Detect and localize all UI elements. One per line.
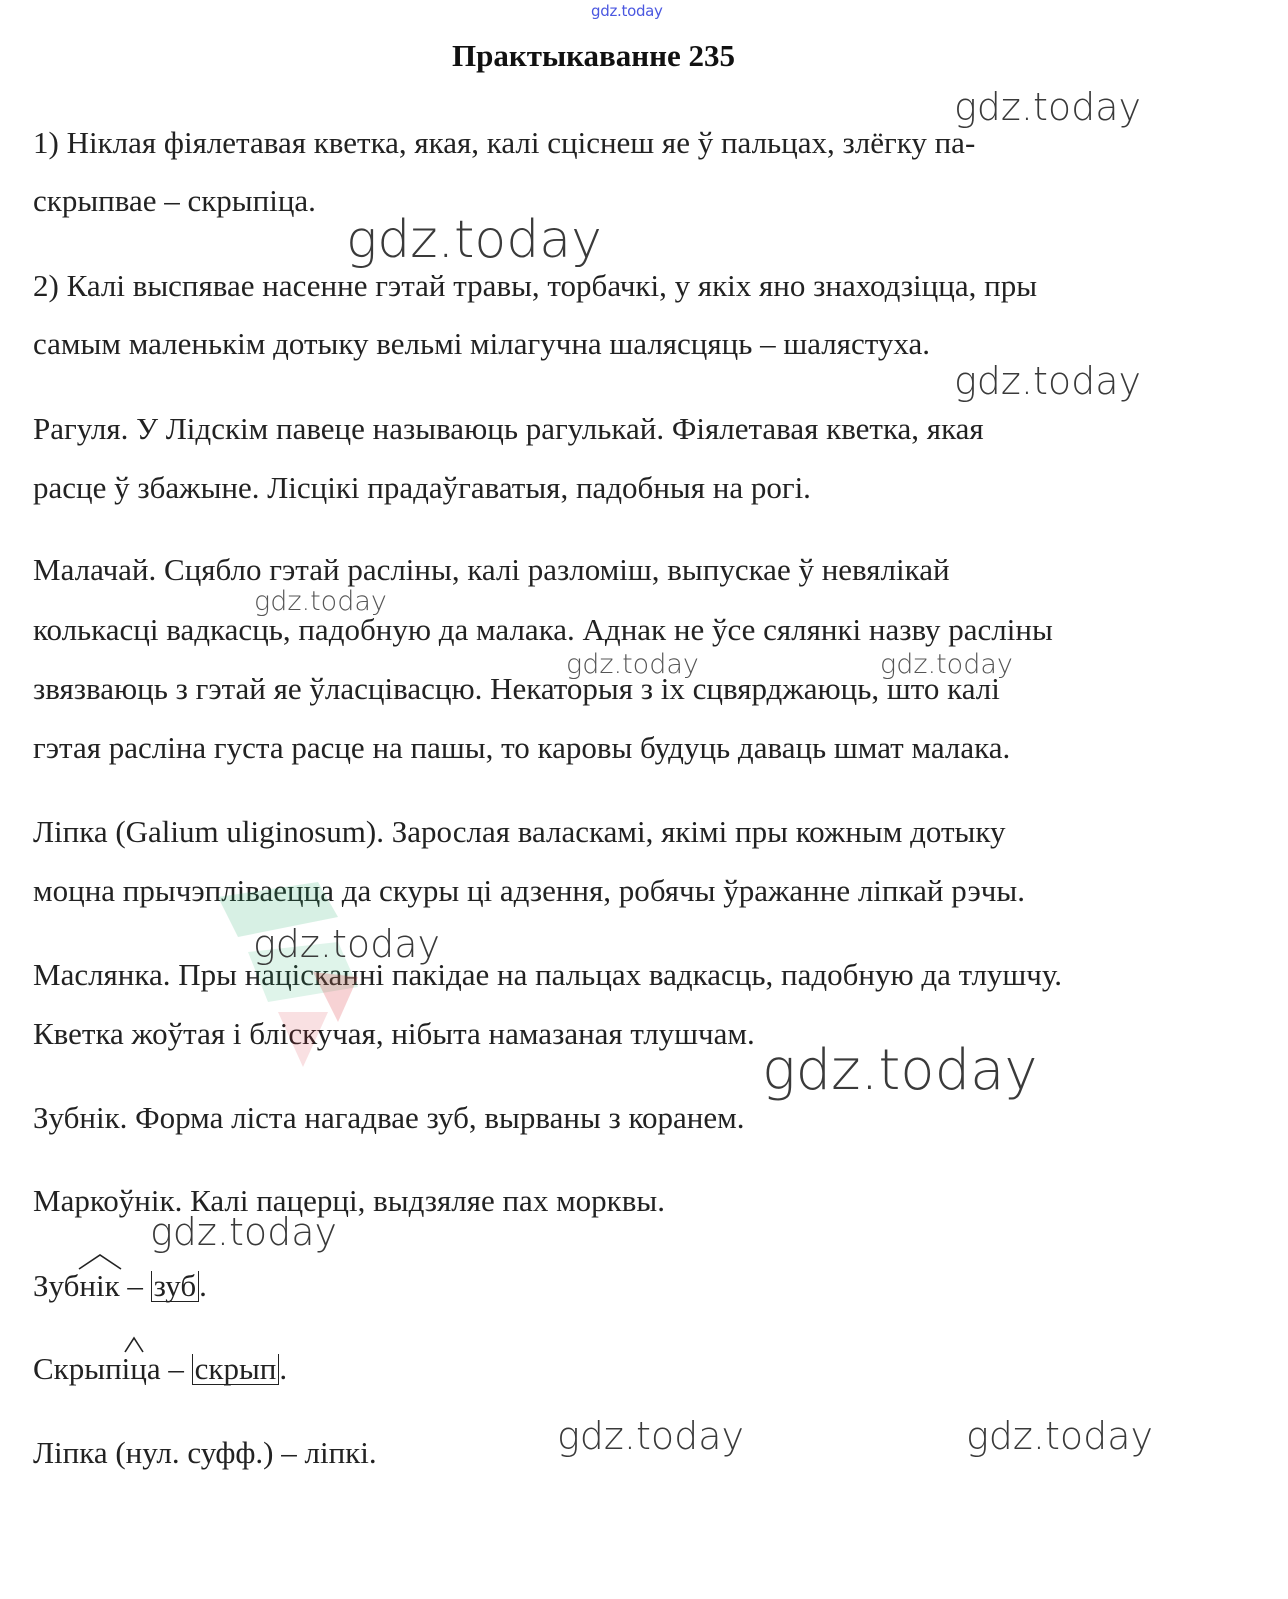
paragraph-6-line-1: Маслянка. Пры націсканні пакідае на пальцах вадкасць, падобную да тлушчу.	[33, 957, 1063, 992]
paragraph-3-line-1: Рагуля. У Лідскім павеце называюць рагулькай. Фіялетавая кветка, якая	[33, 411, 984, 446]
paragraph-3-line-2: расце ў збажыне. Лісцікі прадаўгаватыя, падобныя на рогі.	[33, 470, 811, 505]
analysis-zubnik	[33, 1270, 207, 1302]
watermark-1: gdz.today	[954, 85, 1141, 129]
paragraph-4-line-3: звязваюць з гэтай яе ўласцівасцю. Некаторыя з іх сцвярджаюць, што калі	[33, 671, 1000, 706]
analysis-skrypica-suffix: іц	[122, 1353, 147, 1384]
analysis-lipka: Ліпка (нул. суфф.) – ліпкі.	[33, 1435, 377, 1470]
analysis-skrypica-ending: а	[146, 1351, 161, 1386]
analysis-zubnik-root: зуб	[151, 1271, 199, 1302]
analysis-skrypica-dash: –	[160, 1351, 192, 1386]
watermark-2: gdz.today	[346, 210, 602, 270]
paragraph-2-line-1: 2) Калі выспявае насенне гэтай травы, торбачкі, у якіх яно знаходзіцца, пры	[33, 268, 1038, 303]
watermark-4: gdz.today	[254, 586, 387, 617]
paragraph-8: Маркоўнік. Калі пацерці, выдзяляе пах морквы.	[33, 1183, 665, 1218]
watermark-3: gdz.today	[954, 359, 1141, 403]
watermark-6: gdz.today	[880, 649, 1013, 680]
analysis-zubnik-end: .	[199, 1268, 207, 1303]
paragraph-4-line-4: гэтая расліна густа расце на пашы, то каровы будуць даваць шмат малака.	[33, 730, 1011, 765]
watermark-9: gdz.today	[150, 1210, 337, 1254]
analysis-skrypica-stem: Скрып	[33, 1351, 122, 1386]
paragraph-4-line-2: колькасці вадкасць, падобную да малака. Аднак не ўсе сялянкі назву расліны	[33, 612, 1053, 647]
page-title: Практыкаванне 235	[452, 38, 736, 73]
suffix-arc-icon	[77, 1252, 123, 1270]
paragraph-1-line-2: скрыпвае – скрыпіца.	[33, 183, 316, 218]
paragraph-2-line-2: самым маленькім дотыку вельмі мілагучна шалясцяць – шалястуха.	[33, 326, 931, 361]
watermark-11: gdz.today	[966, 1414, 1153, 1458]
watermark-10: gdz.today	[557, 1414, 744, 1458]
paragraph-5-line-2: моцна прычэпліваецца да скуры ці адзення, робячы ўражанне ліпкай рэчы.	[33, 873, 1025, 908]
suffix-arc-icon	[123, 1335, 145, 1353]
site-mark-top: gdz.today	[591, 2, 663, 20]
analysis-zubnik-suffix: нік	[79, 1270, 119, 1301]
watermark-5: gdz.today	[566, 649, 699, 680]
analysis-zubnik-stem: Зуб	[33, 1268, 80, 1303]
paragraph-7: Зубнік. Форма ліста нагадвае зуб, вырваны з коранем.	[33, 1100, 745, 1135]
analysis-skrypica-root: скрып	[192, 1354, 280, 1385]
paragraph-5-line-1: Ліпка (Galium uliginosum). Зарослая валаскамі, якімі пры кожным дотыку	[33, 814, 1006, 849]
watermark-8: gdz.today	[762, 1038, 1038, 1103]
paragraph-6-line-2: Кветка жоўтая і бліскучая, нібыта намазаная тлушчам.	[33, 1016, 755, 1051]
paragraph-1-line-1: 1) Ніклая фіялетавая кветка, якая, калі сціснеш яе ў пальцах, злёгку па-	[33, 125, 976, 160]
paragraph-4-line-1: Малачай. Сцябло гэтай расліны, калі разломіш, выпускае ў невялікай	[33, 552, 950, 587]
watermark-7: gdz.today	[253, 922, 440, 966]
analysis-skrypica-end: .	[279, 1351, 288, 1386]
analysis-zubnik-dash: –	[119, 1268, 151, 1303]
analysis-skrypica	[33, 1353, 287, 1385]
